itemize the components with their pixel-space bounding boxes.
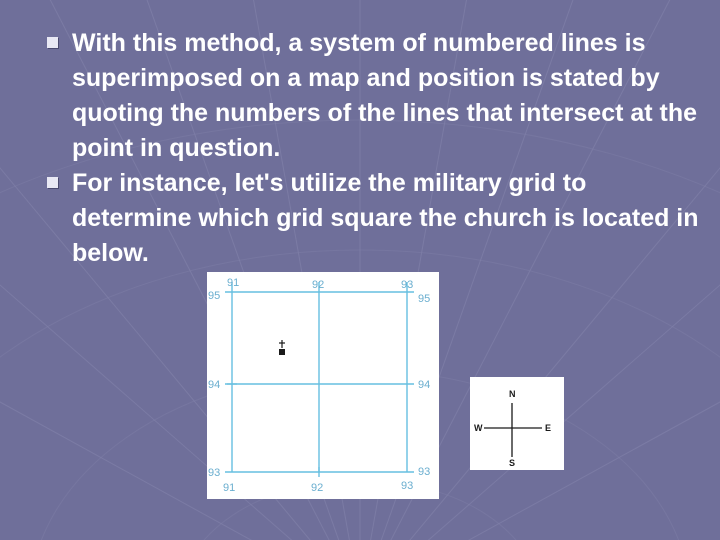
square-bullet-icon [47,37,58,48]
compass-rose [470,377,564,470]
top-easting-label: 91 [227,277,240,289]
top-easting-label: 93 [401,279,414,291]
bullet-item [44,26,704,166]
right-northing-label: 93 [418,466,431,478]
top-easting-label: 92 [312,279,325,291]
left-northing-label: 94 [208,379,221,391]
compass-west-label: W [474,423,483,433]
bullet-text: For instance, let's utilize the military grid to determine which grid square the church is located in below. [72,169,699,267]
church-icon [279,340,285,355]
bullet-item [44,166,704,271]
compass-east-label: E [545,423,552,433]
right-northing-label: 94 [418,379,431,391]
right-northing-label: 95 [418,293,431,305]
left-northing-label: 93 [208,467,221,479]
bullet-text: With this method, a system of numbered lines is superimposed on a map and position is stated by quoting the numbers of the lines that intersect at the point in question. [72,29,698,162]
military-grid-map [207,272,439,499]
left-northing-label: 95 [208,290,221,302]
bottom-easting-label: 92 [311,482,324,494]
bottom-easting-label: 93 [401,480,414,492]
bottom-easting-label: 91 [223,482,236,494]
square-bullet-icon [47,177,58,188]
compass-south-label: S [509,458,516,468]
compass-north-label: N [509,389,516,399]
bullet-list [44,26,704,271]
